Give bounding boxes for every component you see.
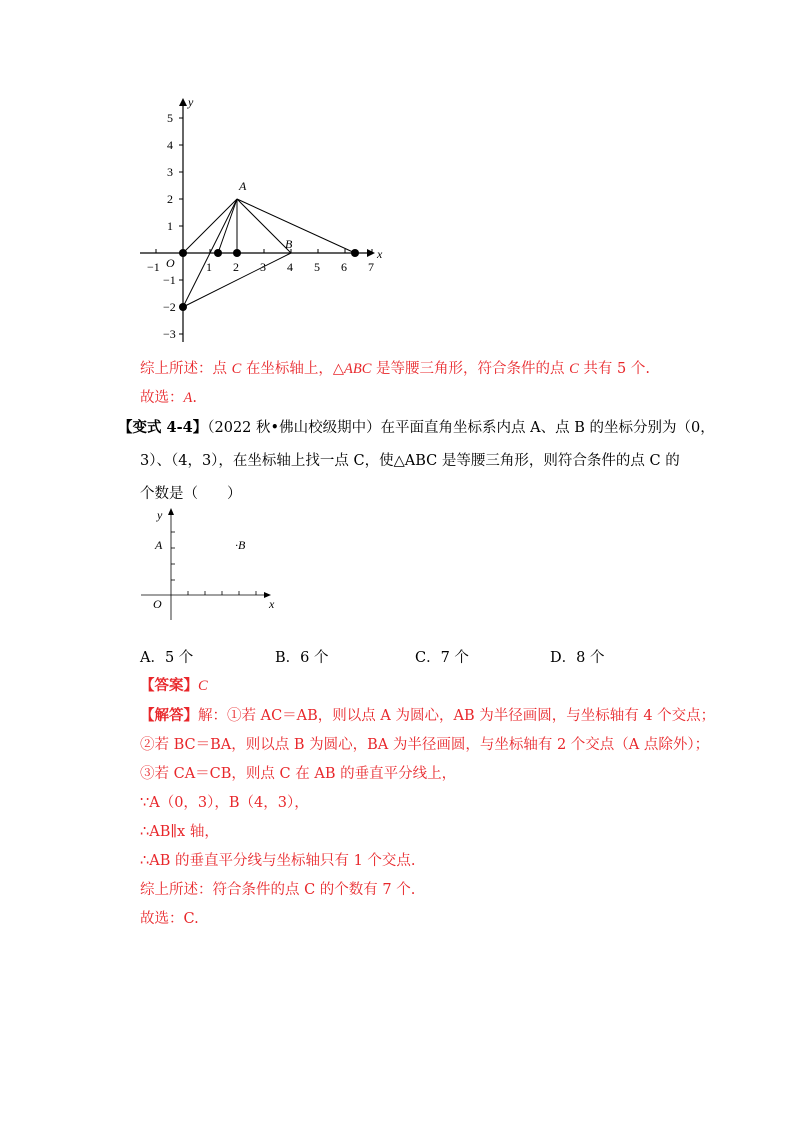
choice-1-value: A — [183, 390, 193, 406]
fig1-y-tick-5: 5 — [167, 111, 173, 125]
fig1-y-tick-neg1: −1 — [163, 273, 176, 287]
option-d[interactable]: D．8 个 — [550, 650, 605, 666]
fig1-y-tick-2: 2 — [167, 192, 173, 206]
fig1-x-tick-6: 6 — [341, 260, 347, 274]
option-c[interactable]: C．7 个 — [415, 650, 469, 666]
fig1-x-tick-1: 1 — [206, 260, 212, 274]
fig1-y-tick-3: 3 — [167, 165, 173, 179]
question-tag: 【变式 4-4】 — [118, 419, 208, 436]
summary-1-mid2: 是等腰三角形，符合条件的点 — [371, 361, 570, 377]
solution-line-7: 综上所述：符合条件的点 C 的个数有 7 个. — [140, 882, 416, 898]
choice-1-prefix: 故选： — [140, 390, 184, 406]
fig1-x-arrow — [367, 249, 375, 257]
solution-line-5: ∴AB∥x 轴， — [140, 824, 219, 840]
fig1-point-c2 — [233, 249, 241, 257]
fig1-y-arrow — [179, 98, 187, 106]
solution-line-8: 故选：C. — [140, 911, 199, 927]
fig1-origin-label: O — [166, 256, 175, 270]
option-b[interactable]: B．6 个 — [275, 650, 329, 666]
summary-1-abc: ABC — [344, 361, 372, 377]
summary-1-prefix: 综上所述：点 — [140, 361, 232, 377]
summary-1-tail: 共有 5 个. — [578, 361, 650, 377]
fig1-x-tick-3: 3 — [260, 260, 266, 274]
fig1-point-origin — [179, 249, 187, 257]
solution-line-3: ③若 CA＝CB，则点 C 在 AB 的垂直平分线上， — [140, 766, 457, 782]
solution-line-6: ∴AB 的垂直平分线与坐标轴只有 1 个交点. — [140, 853, 416, 869]
solution-text-1: 解：①若 AC＝AB，则以点 A 为圆心，AB 为半径画圆，与坐标轴有 4 个交点； — [198, 708, 716, 724]
figure-2-svg — [135, 502, 295, 627]
choice-1-suffix: . — [192, 390, 197, 406]
fig1-x-label: x — [377, 247, 383, 261]
fig1-y-tick-neg3: −3 — [163, 327, 176, 341]
summary-1 — [140, 359, 650, 379]
fig1-x-tick-5: 5 — [314, 260, 320, 274]
question-text-1: （2022 秋•佛山校级期中）在平面直角坐标系内点 A、点 B 的坐标分别为（0， — [207, 420, 715, 436]
figure-2-coordinate-plot — [135, 502, 295, 627]
fig1-x-tick-2: 2 — [233, 260, 239, 274]
question-line-1 — [118, 418, 715, 438]
question-line-3: 个数是（ ） — [140, 486, 242, 502]
fig1-x-tick-7: 7 — [368, 260, 374, 274]
fig1-y-label: y — [188, 95, 194, 109]
fig1-x-tick-4: 4 — [287, 260, 293, 274]
solution-tag: 【解答】 — [140, 707, 198, 724]
summary-1-mid1: 在坐标轴上，△ — [241, 361, 345, 377]
fig2-y-label: y — [157, 508, 163, 522]
answer — [140, 676, 208, 696]
summary-1-c1: C — [231, 361, 242, 377]
choice-1 — [140, 388, 197, 408]
fig1-point-c1 — [214, 249, 222, 257]
fig1-point-A-label: A — [239, 179, 247, 193]
summary-1-c2: C — [569, 361, 579, 377]
fig1-point-c4 — [179, 303, 187, 311]
question-line-2: 3）、（4，3），在坐标轴上找一点 C，使△ABC 是等腰三角形，则符合条件的点 C 的 — [140, 453, 680, 469]
fig1-point-c3 — [351, 249, 359, 257]
answer-value: C — [198, 678, 208, 694]
fig2-point-A-label: A — [155, 538, 163, 552]
answer-tag: 【答案】 — [140, 677, 198, 694]
fig2-point-B-label: ·B — [235, 538, 246, 552]
solution-line-2: ②若 BC＝BA，则以点 B 为圆心，BA 为半径画圆，与坐标轴有 2 个交点（A 点除外）； — [140, 737, 710, 753]
fig2-x-label: x — [269, 597, 275, 611]
solution-line-1 — [140, 706, 715, 726]
fig1-y-tick-4: 4 — [167, 138, 173, 152]
fig1-y-tick-1: 1 — [167, 219, 173, 233]
fig1-y-tick-neg2: −2 — [163, 300, 176, 314]
fig1-x-tick-neg1: −1 — [147, 260, 160, 274]
figure-1-svg — [135, 92, 395, 352]
fig2-origin-label: O — [153, 597, 162, 611]
option-a[interactable]: A．5 个 — [140, 650, 194, 666]
figure-1-coordinate-plot — [135, 92, 395, 352]
fig1-point-B-label: B — [285, 237, 293, 251]
solution-line-4: ∵A（0，3），B（4，3）， — [140, 795, 309, 811]
